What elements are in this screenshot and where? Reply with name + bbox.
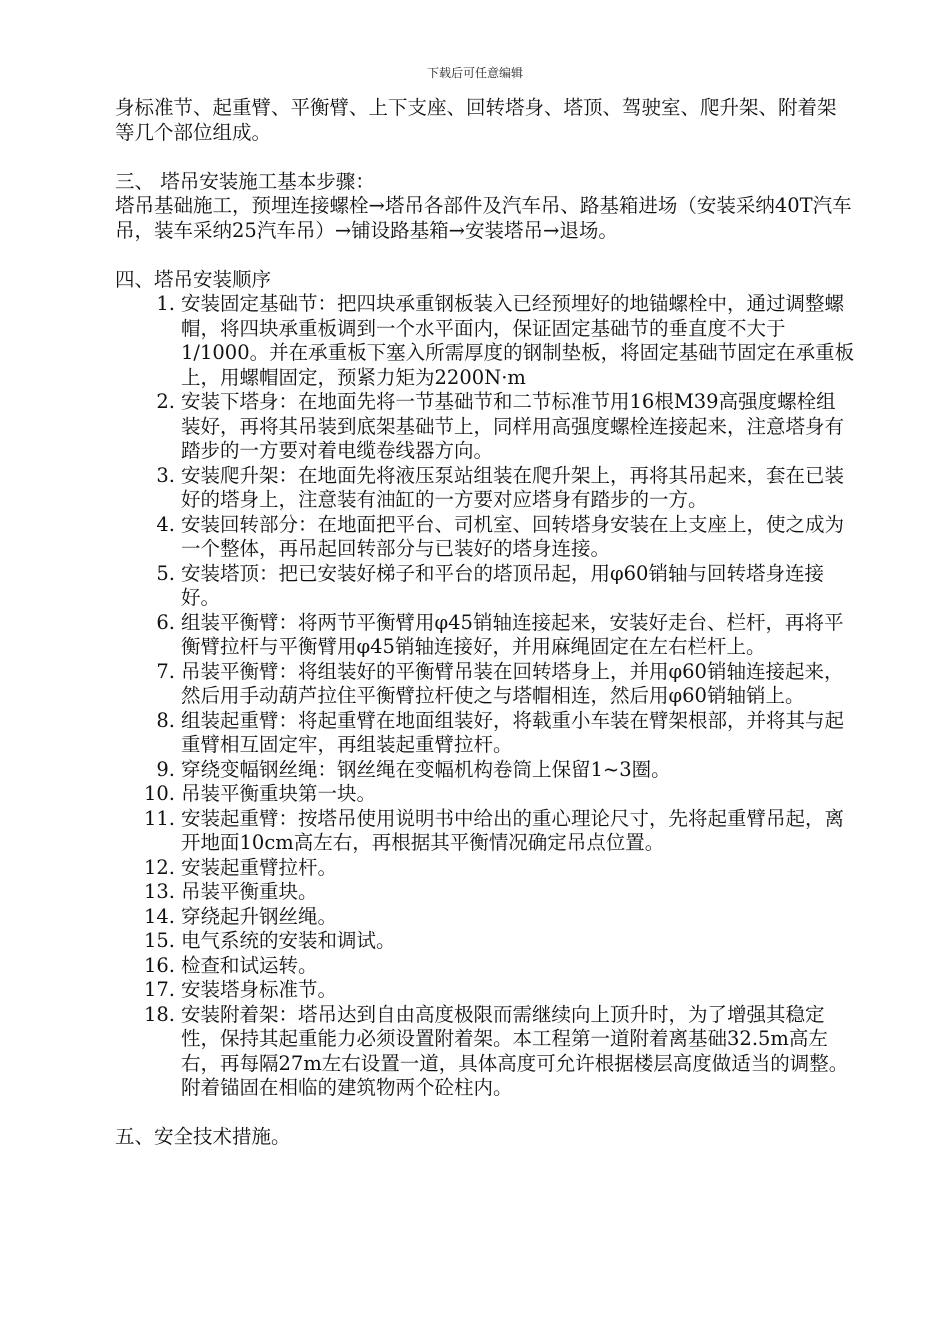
step-text: 穿绕起升钢丝绳。: [181, 904, 338, 928]
paragraph-gap: [115, 145, 855, 170]
step-text: 安装起重臂拉杆。: [181, 855, 338, 879]
document-body: [115, 96, 855, 1150]
step-text: 安装下塔身：在地面先将一节基础节和二节标准节用16根M39高强度螺栓组装好，再将其吊装到底架基础节上，同样用高强度螺栓连接起来，注意塔身有踏步的一方要对着电缆卷线器方向。: [181, 390, 845, 462]
list-item: [115, 390, 855, 464]
step-number: 4.: [156, 512, 175, 536]
step-text: 电气系统的安装和调试。: [181, 929, 396, 952]
step-number: 18.: [143, 1002, 175, 1026]
step-text: 穿绕变幅钢丝绳：钢丝绳在变幅机构卷筒上保留1~3圈。: [181, 757, 671, 781]
step-number: 5.: [156, 561, 175, 585]
step-text: 安装起重臂：按塔吊使用说明书中给出的重心理论尺寸，先将起重臂吊起，离开地面10cm高左右，再根据其平衡情况确定吊点位置。: [181, 806, 845, 854]
section-3-body: 塔吊基础施工，预埋连接螺栓→塔吊各部件及汽车吊、路基箱进场（安装采纳40T汽车吊，装车采纳25汽车吊）→铺设路基箱→安装塔吊→退场。: [115, 194, 852, 242]
step-text: 组装起重臂：将起重臂在地面组装好，将载重小车装在臂架根部，并将其与起重臂相互固定牢，再组装起重臂拉杆。: [181, 708, 845, 756]
step-text: 吊装平衡臂：将组装好的平衡臂吊装在回转塔身上，并用φ60销轴连接起来，然后用手动葫芦拉住平衡臂拉杆使之与塔帽相连，然后用φ60销轴销上。: [181, 659, 844, 707]
step-text: 安装塔顶：把已安装好梯子和平台的塔顶吊起，用φ60销轴与回转塔身连接好。: [181, 561, 824, 609]
list-item: [115, 513, 855, 562]
step-number: 13.: [143, 880, 175, 903]
list-item: [115, 709, 855, 758]
step-number: 10.: [143, 782, 175, 805]
section-5-heading: 五、安全技术措施。: [115, 1125, 291, 1148]
step-text: 安装爬升架：在地面先将液压泵站组装在爬升架上，再将其吊起来，套在已装好的塔身上，注意装有油缸的一方要对应塔身有踏步的一方。: [181, 463, 845, 511]
step-number: 8.: [156, 708, 175, 732]
step-text: 吊装平衡重块第一块。: [181, 782, 377, 805]
step-number: 1.: [156, 292, 175, 315]
page-header: 下载后可任意编辑: [426, 66, 523, 80]
list-item: [115, 782, 855, 807]
intro-paragraph: 身标准节、起重臂、平衡臂、上下支座、回转塔身、塔顶、驾驶室、爬升架、附着架等几个部位组成。: [115, 96, 837, 144]
step-number: 16.: [143, 953, 175, 977]
step-text: 安装附着架：塔吊达到自由高度极限而需继续向上顶升时，为了增强其稳定性，保持其起重能力必须设置附着架。本工程第一道附着离基础32.5m高左右，再每隔27m左右设置一道，具体高度可允许根据楼层高度做适当的调整。附着锚固在相临的建筑物两个砼柱内。: [181, 1002, 849, 1099]
list-item: [115, 978, 855, 1003]
paragraph-gap: [115, 243, 855, 268]
step-number: 7.: [156, 659, 175, 683]
list-item: [115, 660, 855, 709]
list-item: [115, 611, 855, 660]
list-item: [115, 905, 855, 930]
list-item: [115, 562, 855, 611]
list-item: [115, 856, 855, 881]
installation-steps-list: [115, 292, 855, 1101]
list-item: [115, 807, 855, 856]
step-text: 吊装平衡重块。: [181, 880, 318, 903]
step-number: 6.: [156, 610, 175, 634]
list-item: [115, 758, 855, 783]
list-item: [115, 929, 855, 954]
step-text: 安装回转部分：在地面把平台、司机室、回转塔身安装在上支座上，使之成为一个整体，再吊起回转部分与已装好的塔身连接。: [181, 512, 845, 560]
step-number: 17.: [143, 978, 175, 1001]
list-item: [115, 292, 855, 390]
step-number: 3.: [156, 463, 175, 487]
step-text: 安装固定基础节：把四块承重钢板装入已经预埋好的地锚螺栓中，通过调整螺帽，将四块承重板调到一个水平面内，保证固定基础节的垂直度不大于1/1000。并在承重板下塞入所需厚度的钢制垫板，将固定基础节固定在承重板上，用螺帽固定，预紧力矩为2200N·m: [181, 292, 855, 389]
step-number: 2.: [156, 390, 175, 413]
section-4-heading: 四、塔吊安装顺序: [115, 267, 272, 291]
section-3-heading: 三、 塔吊安装施工基本步骤：: [115, 169, 375, 193]
step-text: 安装塔身标准节。: [181, 978, 338, 1001]
step-number: 11.: [143, 806, 175, 830]
list-item: [115, 1003, 855, 1101]
list-item: [115, 954, 855, 979]
paragraph-gap: [115, 1101, 855, 1126]
step-number: 15.: [143, 929, 175, 952]
step-number: 9.: [156, 757, 175, 781]
step-number: 12.: [143, 855, 175, 879]
step-number: 14.: [143, 904, 175, 928]
step-text: 组装平衡臂：将两节平衡臂用φ45销轴连接起来，安装好走台、栏杆，再将平衡臂拉杆与平衡臂用φ45销轴连接好，并用麻绳固定在左右栏杆上。: [181, 610, 844, 658]
step-text: 检查和试运转。: [181, 953, 318, 977]
list-item: [115, 464, 855, 513]
list-item: [115, 880, 855, 905]
